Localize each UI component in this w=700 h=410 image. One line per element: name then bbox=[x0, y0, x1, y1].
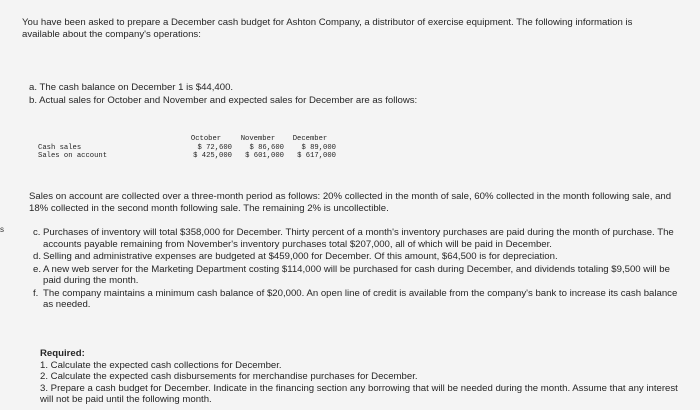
info-items-ab bbox=[29, 82, 669, 107]
sales-table-header bbox=[38, 135, 336, 144]
cell: $ 601,000 bbox=[245, 152, 284, 161]
item-key: e. bbox=[33, 263, 42, 275]
cell: $ 86,600 bbox=[249, 143, 284, 152]
item-text: A new web server for the Marketing Department costing $114,000 will be purchased for cash during December, and dividends totaling $9,500 will be paid during the month. bbox=[43, 263, 670, 286]
collections-paragraph: Sales on account are collected over a three-month period as follows: 20% collected in the month of sale, 60% collected in the month following sale, and 18% collected in the second month following sale. The remaining 2% is uncollectible. bbox=[29, 191, 672, 214]
required-item: 1. Calculate the expected cash collections for December. bbox=[40, 359, 282, 371]
list-item bbox=[33, 227, 683, 250]
table-row bbox=[38, 152, 336, 161]
header-october: October bbox=[190, 135, 222, 143]
item-text: The company maintains a minimum cash balance of $20,000. An open line of credit is available from the company's bank to increase its cash balance as needed. bbox=[43, 287, 678, 310]
cell: $ 89,000 bbox=[301, 143, 336, 152]
item-key: d. bbox=[33, 251, 42, 262]
item-text: Selling and administrative expenses are budgeted at $459,000 for December. Of this amount, $64,500 is for depreciation. bbox=[43, 251, 558, 262]
required-item: 2. Calculate the expected cash disbursements for merchandise purchases for December. bbox=[40, 371, 418, 382]
intro-paragraph: You have been asked to prepare a December cash budget for Ashton Company, a distributor of exercise equipment. The following information is available about the company's operations: bbox=[22, 17, 633, 40]
table-row bbox=[38, 144, 336, 153]
item-key: f. bbox=[33, 287, 39, 299]
cell: $ 425,000 bbox=[193, 152, 232, 161]
cell: $ 617,000 bbox=[297, 152, 336, 161]
required-heading: Required: bbox=[40, 348, 85, 359]
header-november: November bbox=[240, 135, 276, 143]
required-item: 3. Prepare a cash budget for December. Indicate in the financing section any borrowing that will be needed during the month. Assume that any interest will not be paid until the following month. bbox=[40, 382, 678, 405]
list-item bbox=[33, 264, 683, 287]
sales-table bbox=[38, 135, 336, 161]
required-section bbox=[40, 348, 690, 406]
header-december: December bbox=[292, 135, 328, 143]
item-key: c. bbox=[33, 227, 41, 238]
item-text: Purchases of inventory will total $358,000 for December. Thirty percent of a month's inventory purchases are paid during the month of purchase. The accounts payable remaining from November's inventory purchases total $207,000, all of which will be paid in December. bbox=[43, 227, 674, 250]
list-item bbox=[33, 251, 683, 263]
info-items-cf bbox=[33, 227, 683, 312]
list-item bbox=[33, 288, 683, 311]
cell: $ 72,600 bbox=[197, 143, 232, 152]
item-b: b. Actual sales for October and November and expected sales for December are as follows: bbox=[29, 94, 418, 106]
row-label: Cash sales bbox=[38, 143, 82, 152]
margin-mark: s bbox=[0, 225, 4, 234]
item-a: a. The cash balance on December 1 is $44,400. bbox=[29, 82, 234, 93]
row-label: Sales on account bbox=[38, 152, 108, 161]
